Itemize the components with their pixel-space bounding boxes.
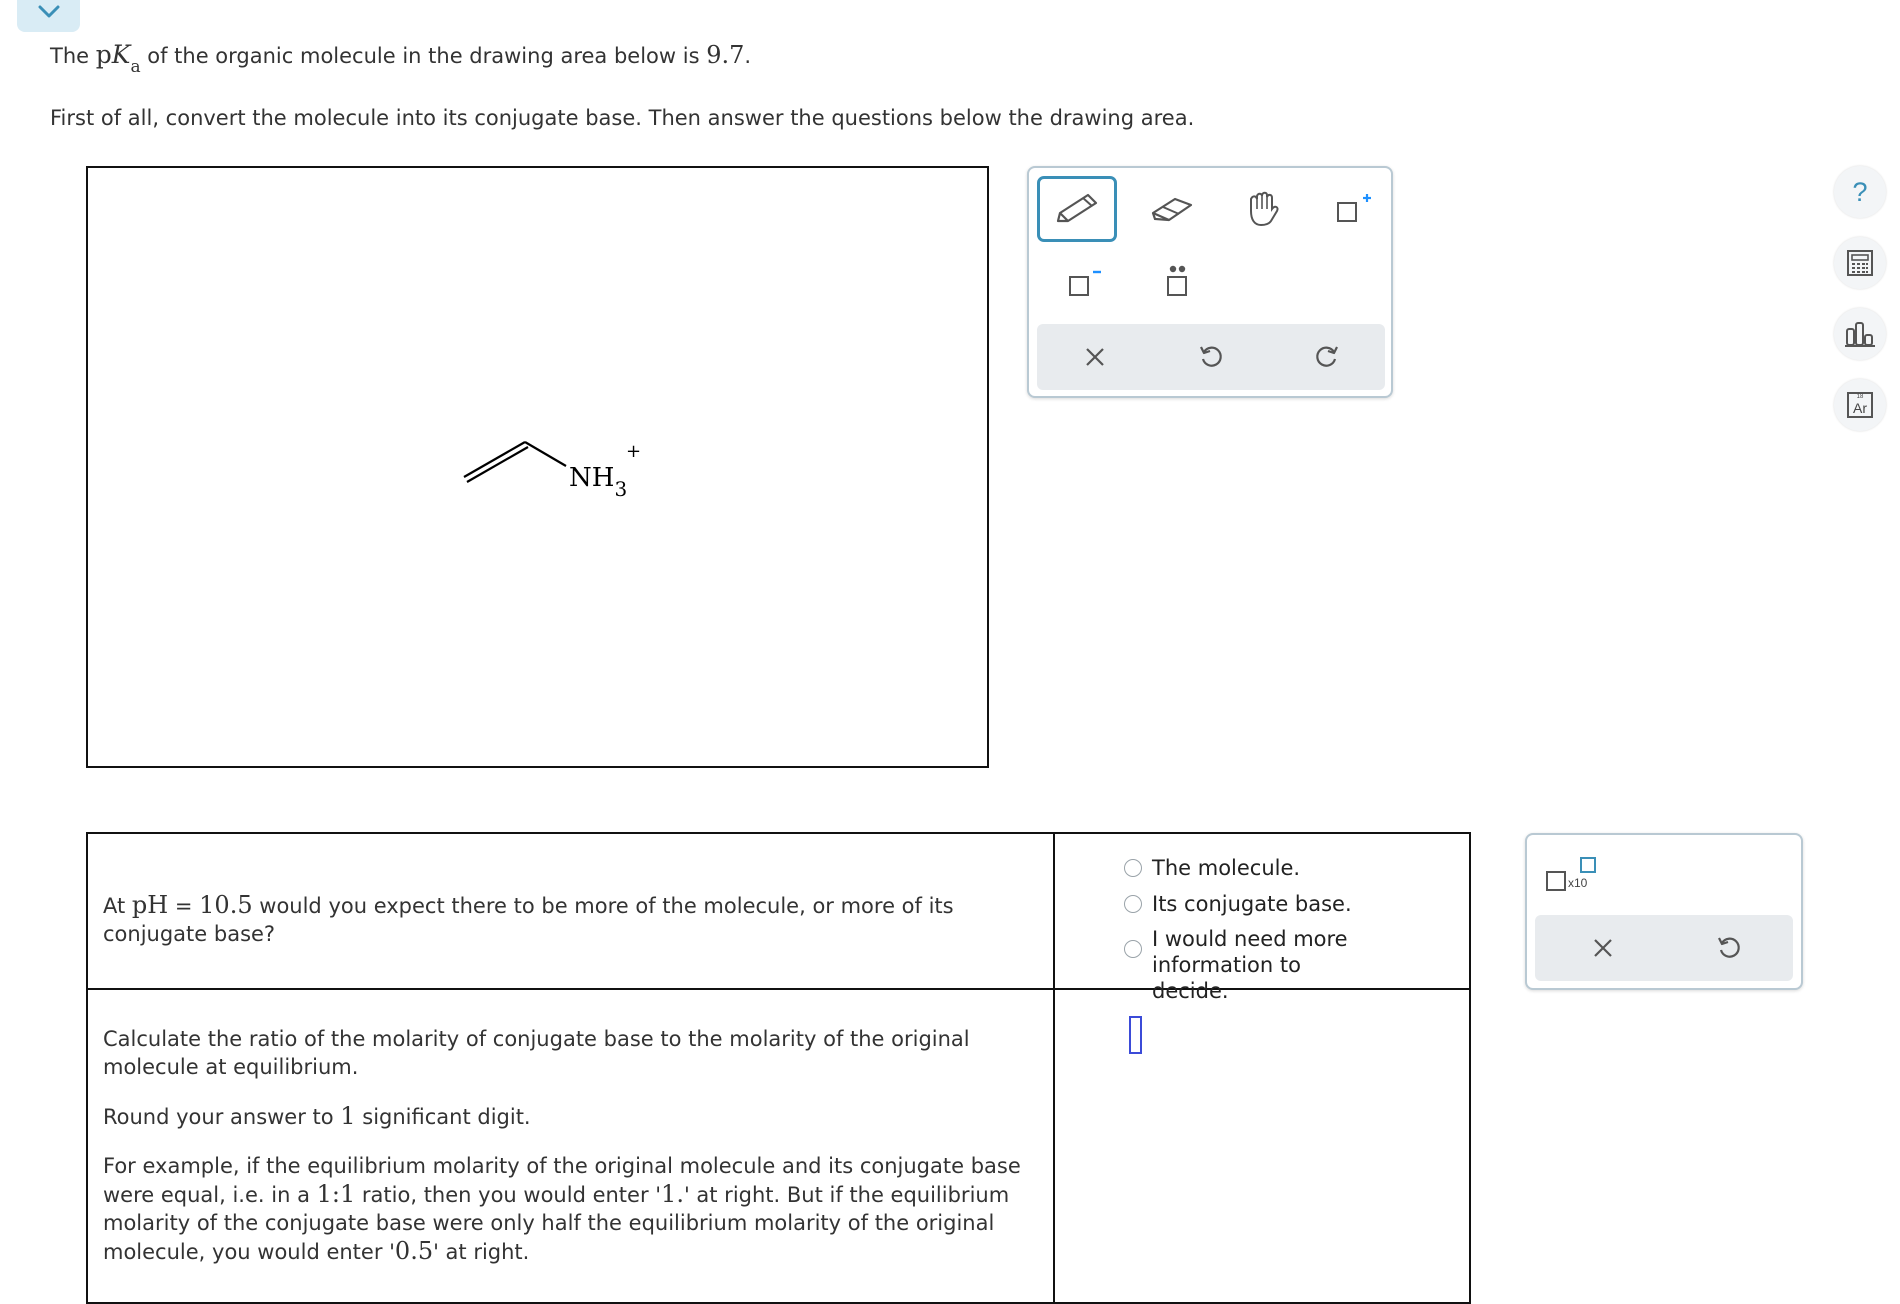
option-molecule[interactable] [1124,855,1300,881]
help-icon: ? [1852,176,1868,207]
positive-charge-tool-button[interactable] [1322,180,1386,238]
example-value-1: 1. [661,1180,684,1208]
question-intro [50,40,752,77]
lone-pair-icon [1162,261,1192,301]
undo-icon [1716,935,1742,961]
single-bond-line[interactable] [525,442,566,466]
question-2-round [103,1102,1038,1131]
example-d: ' at right. [433,1240,530,1264]
calculator-button[interactable] [1834,237,1886,289]
positive-charge-icon [1334,189,1374,229]
undo-button[interactable] [1179,328,1243,386]
question-1-cell [87,833,1054,989]
radio-button[interactable] [1124,940,1142,958]
round-pre: Round your answer to [103,1105,341,1129]
intro-text: The [50,44,96,68]
pka-p: p [95,40,112,69]
answer-2-cell [1054,989,1470,1303]
equals-sign: = [168,893,200,918]
collapse-toggle-button[interactable] [17,0,80,32]
calculator-icon [1846,249,1874,277]
example-a: For example, if the equilibrium molarity of the original molecule and its conjugate base were equal, i.e. in a [103,1154,1021,1207]
example-ratio: 1:1 [316,1180,356,1208]
intro-text-mid: of the organic molecule in the drawing area below is [140,44,707,68]
example-b: ratio, then you would enter ' [355,1183,662,1207]
option-label: I would need more information to decide. [1152,927,1348,1003]
chevron-down-icon [38,5,60,19]
periodic-table-button[interactable] [1834,379,1886,431]
periodic-table-symbol: Ar [1853,400,1867,416]
bar-chart-icon [1844,320,1876,348]
negative-charge-icon [1065,261,1105,301]
periodic-table-number: 18 [1856,394,1864,400]
lone-pair-tool-button[interactable] [1145,252,1209,310]
double-bond-line-1[interactable] [464,442,525,477]
pka-value: 9.7 [706,41,745,69]
keypad-clear-button[interactable] [1571,919,1635,977]
option-label: The molecule. [1152,856,1301,880]
drawing-toolbox [1027,166,1393,398]
option-conjugate-base[interactable] [1124,891,1352,917]
pencil-tool-button[interactable] [1037,176,1117,242]
instruction-text: First of all, convert the molecule into its conjugate base. Then answer the questions below the drawing area. [50,106,1195,130]
example-value-2: 0.5 [394,1237,434,1265]
hand-icon [1245,191,1283,227]
data-chart-button[interactable] [1834,308,1886,360]
scientific-notation-button[interactable] [1545,853,1605,897]
periodic-table-icon [1847,392,1873,418]
double-bond-line-2[interactable] [467,447,528,482]
redo-button[interactable] [1295,328,1359,386]
question-2-cell [87,989,1054,1303]
negative-charge-tool-button[interactable] [1053,252,1117,310]
question-2-example [103,1152,1038,1266]
ph-label: pH [131,890,169,919]
ratio-answer-input[interactable] [1129,1016,1142,1054]
clear-button[interactable] [1063,328,1127,386]
x10-label: x10 [1568,876,1588,890]
answer-keypad [1525,833,1803,990]
intro-period: . [744,44,752,68]
question-2-para-1: Calculate the ratio of the molarity of conjugate base to the molarity of the original molecule at equilibrium. [103,1027,970,1079]
ph-value: 10.5 [199,890,253,919]
question-1-text [103,875,1038,948]
undo-icon [1198,344,1224,370]
round-digit: 1 [340,1102,356,1130]
question-row-2 [87,989,1470,1303]
positive-charge-label: + [626,441,642,462]
close-icon [1084,346,1106,368]
molecule-drawing[interactable] [88,168,987,766]
eraser-tool-button[interactable] [1140,180,1204,238]
hand-tool-button[interactable] [1232,180,1296,238]
example-c: ' at right. But if the equilibrium molarity of the conjugate base were only half the equilibrium molarity of the original molecule, you would enter ' [103,1183,1010,1264]
redo-icon [1314,344,1340,370]
nh3-group[interactable] [569,463,628,501]
nh-label: NH [569,463,615,493]
radio-button[interactable] [1124,895,1142,913]
pencil-icon [1052,191,1102,227]
q1-post: would you expect there to be more of the molecule, or more of its conjugate base? [103,893,954,946]
eraser-icon [1149,193,1195,225]
radio-button[interactable] [1124,859,1142,877]
help-button[interactable] [1834,166,1886,218]
round-post: significant digit. [355,1105,531,1129]
keypad-undo-button[interactable] [1697,919,1761,977]
pka-k: K [111,40,131,69]
option-label: Its conjugate base. [1152,892,1352,916]
toolbox-action-bar [1037,324,1385,390]
pka-subscript: a [130,57,141,77]
close-icon [1592,937,1614,959]
keypad-action-bar [1535,915,1793,981]
q1-pre: At [103,893,132,918]
drawing-area[interactable] [86,166,989,768]
nh3-subscript: 3 [614,477,628,501]
option-need-more-info[interactable] [1124,926,1384,1004]
